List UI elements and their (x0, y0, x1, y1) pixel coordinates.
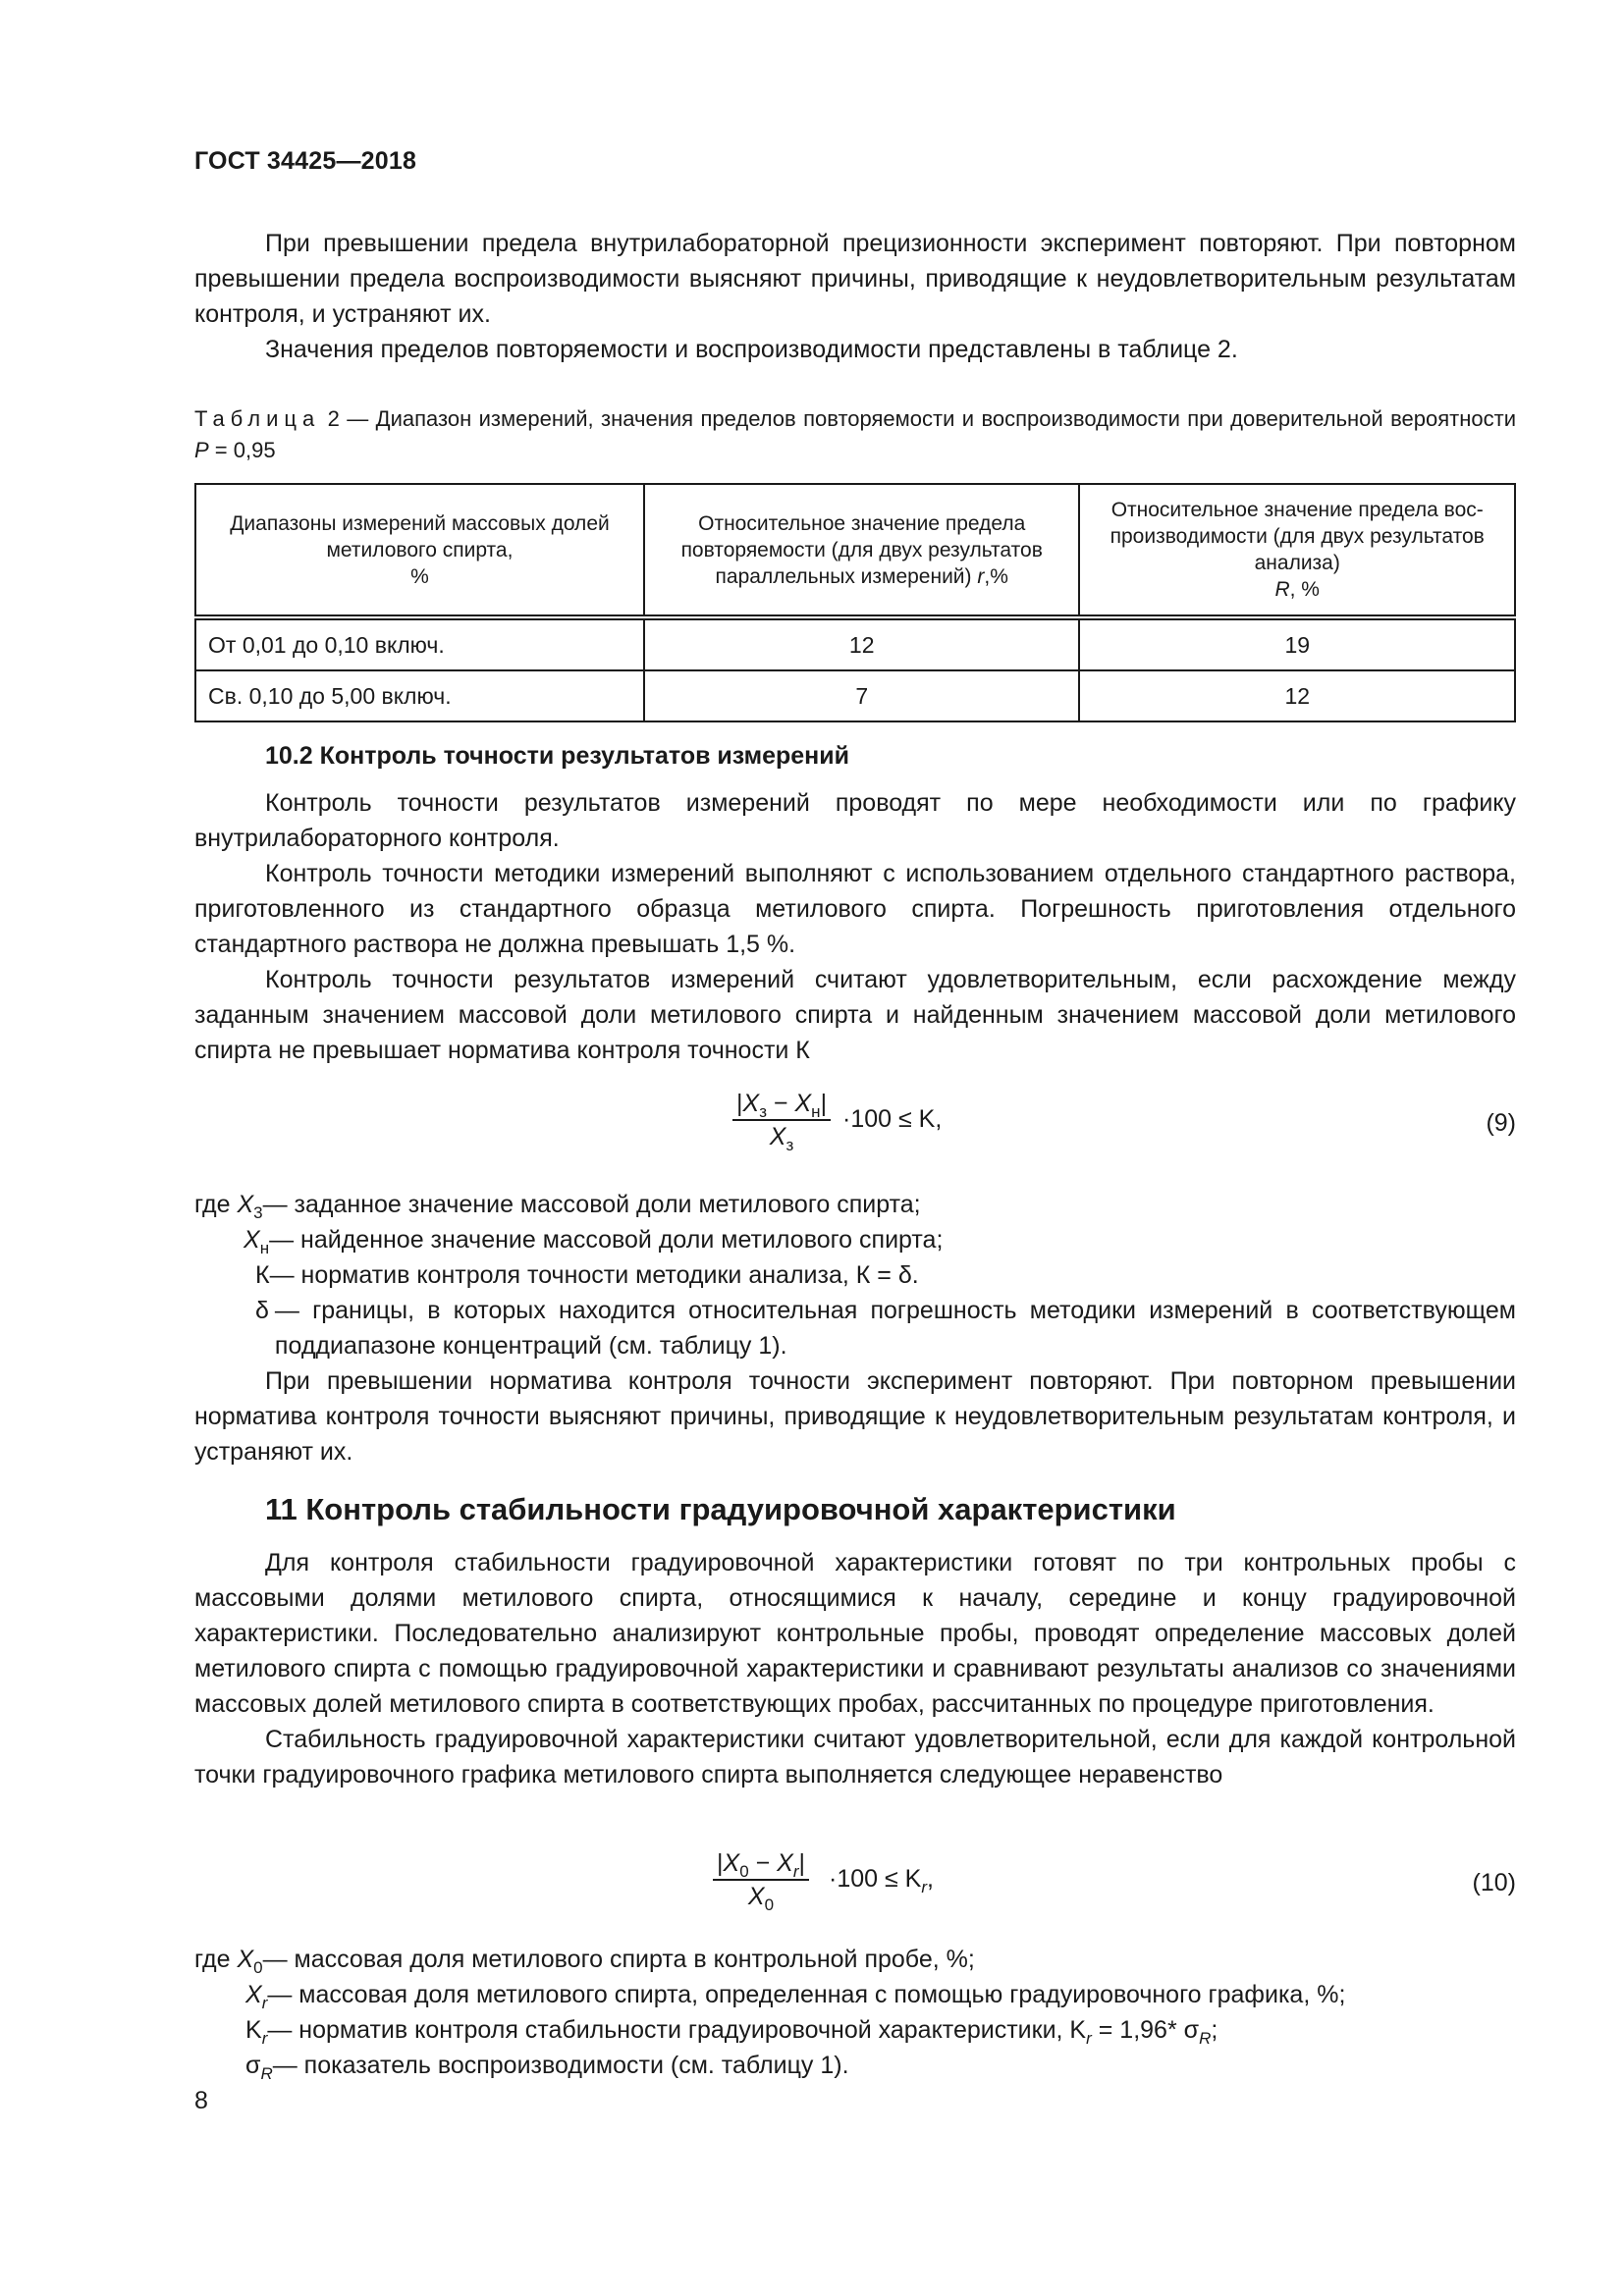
header-symbol: r (977, 564, 985, 588)
header-range (195, 484, 644, 617)
cell-range: Св. 0,10 до 5,00 включ. (195, 670, 644, 721)
table-row (195, 617, 1515, 670)
formula-9-denominator: $X_з$ (769, 1123, 794, 1154)
definition-text: — массовая доля метилового спирта, определенная с помощью градуировочного графика, %; (267, 1981, 1346, 2008)
formula-9-definitions (194, 1187, 1516, 1469)
table-caption (194, 403, 1516, 466)
definition-text: — найденное значение массовой доли метилового спирта; (269, 1226, 944, 1254)
paragraph: Значения пределов повторяемости и воспроизводимости представлены в таблице 2. (265, 336, 1238, 363)
definition-text: — норматив контроля стабильности градуировочной характеристики, $K_r = 1,96*$ $\sigma_R$; (267, 2016, 1218, 2048)
header-line: метилового спирта, (326, 538, 514, 561)
definition-row (194, 2012, 1516, 2048)
header-unit: ,% (984, 564, 1008, 588)
table-2 (194, 483, 1516, 722)
formula-10 (194, 1847, 1516, 1926)
definition-row (194, 1293, 1516, 1363)
header-line: параллельных измерений) (715, 564, 978, 588)
section-10-2-title: 10.2 Контроль точности результатов измерений (265, 742, 850, 770)
definition-row (194, 2048, 1516, 2083)
table-header-row (195, 484, 1515, 617)
definition-symbol: $\sigma_R$ (245, 2052, 273, 2083)
definition-symbol: где $X_0$ (194, 1946, 263, 1977)
definition-text: — заданное значение массовой доли метилового спирта; (262, 1191, 921, 1218)
paragraph: Контроль точности результатов измерений считают удовлетворительным, если расхождение между заданным значением массовой доли метилового спирта и найденным значением массовой доли метилового спирта не превышает норматива контроля точности К (194, 966, 1516, 1064)
definition-row (194, 1257, 1516, 1293)
formula-10-definitions (194, 1942, 1516, 2083)
formula-9-fraction (732, 1088, 831, 1152)
formula-10-denominator: $X_0$ (747, 1883, 775, 1914)
definition-symbol: $K_r$ (245, 2016, 268, 2048)
cell-r: 7 (644, 670, 1080, 721)
formula-10-numerator: $|X_0 - X_r|$ (713, 1847, 809, 1881)
header-line: Относительное значение предела вос- (1110, 499, 1484, 521)
header-unit: , % (1289, 578, 1320, 601)
intro-block (194, 226, 1516, 367)
definition-row (194, 1942, 1516, 1977)
formula-10-fraction (713, 1847, 809, 1912)
definition-text: — показатель воспроизводимости (см. таблицу 1). (272, 2052, 849, 2079)
paragraph: Контроль точности методики измерений выполняют с использованием отдельного стандартного раствора, приготовленного из стандартного образца метилового спирта. Погрешность приготовления отдельного стандартного раствора не должна превышать 1,5 %. (194, 860, 1516, 958)
definition-text: — массовая доля метилового спирта в контрольной пробе, %; (262, 1946, 975, 1973)
header-reproducibility (1079, 484, 1515, 617)
definition-row (194, 1187, 1516, 1222)
definition-symbol: δ (255, 1297, 269, 1324)
table-number: 2 (327, 406, 340, 431)
definition-text: — норматив контроля точности методики анализа, К = δ. (269, 1261, 919, 1289)
cell-R: 19 (1079, 617, 1515, 670)
cell-range: От 0,01 до 0,10 включ. (195, 617, 644, 670)
table-row (195, 670, 1515, 721)
formula-9-number: (9) (1486, 1109, 1516, 1137)
definition-symbol: где $X_3$ (194, 1191, 263, 1222)
header-line: производимости (для двух результатов (1110, 525, 1485, 548)
header-line: анализа) (1254, 552, 1340, 574)
paragraph: Контроль точности результатов измерений проводят по мере необходимости или по графику внутрилабораторного контроля. (194, 789, 1516, 852)
definition-symbol: $X_r$ (245, 1981, 268, 2012)
header-line: Диапазоны измерений массовых долей (230, 511, 610, 535)
header-symbol: R (1274, 578, 1290, 601)
formula-9-numerator: $|X_з - X_н|$ (732, 1088, 831, 1121)
paragraph: При превышении норматива контроля точности эксперимент повторяют. При повторном превышении норматива контроля точности выясняют причины, приводящие к неудовлетворительным результатам контроля, и устраняют их. (194, 1367, 1516, 1466)
paragraph: Для контроля стабильности градуировочной характеристики готовят по три контрольных пробы с массовыми долями метилового спирта, относящимися к началу, середине и концу градуировочной характеристики. Последовательно анализируют контрольные пробы, проводят определение массовых долей метилового спирта с помощью градуировочной характеристики и сравнивают результаты анализов со значениями массовых долей метилового спирта в соответствующих пробах, рассчитанных по процедуре приготовления. (194, 1549, 1516, 1718)
header-repeatability (644, 484, 1080, 617)
header-line: % (410, 564, 429, 588)
definition-symbol: К (255, 1261, 270, 1289)
definition-text: — границы, в которых находится относительная погрешность методики измерений в соответствующем поддиапазоне концентраций (см. таблицу 1). (274, 1297, 1516, 1360)
section-11-body (194, 1545, 1516, 1792)
table-caption-tail: = 0,95 (208, 438, 276, 462)
cell-R: 12 (1079, 670, 1515, 721)
formula-9 (194, 1088, 1516, 1166)
definition-row (194, 1977, 1516, 2012)
formula-10-number: (10) (1472, 1869, 1516, 1896)
table-label: Таблица (194, 406, 321, 431)
section-11-title: 11 Контроль стабильности градуировочной характеристики (265, 1492, 1176, 1526)
probability-symbol: P (194, 438, 209, 462)
page-number: 8 (194, 2087, 208, 2114)
cell-r: 12 (644, 617, 1080, 670)
header-line: Относительное значение предела (698, 511, 1026, 535)
paragraph: При превышении предела внутрилабораторной прецизионности эксперимент повторяют. При повторном превышении предела воспроизводимости выясняют причины, приводящие к неудовлетворительным результатам контроля, и устраняют их. (194, 230, 1516, 328)
formula-9-rest: ·100 ≤ K, (842, 1105, 943, 1133)
section-10-2-body (194, 785, 1516, 1068)
table-caption-text: — Диапазон измерений, значения пределов повторяемости и воспроизводимости при доверительной вероятности (339, 406, 1516, 431)
definition-row (194, 1222, 1516, 1257)
formula-10-rest: $\cdot 100 \le K_r$, (829, 1865, 934, 1896)
definition-symbol: $X_н$ (244, 1226, 270, 1257)
header-line: повторяемости (для двух результатов (680, 538, 1043, 561)
paragraph: Стабильность градуировочной характеристики считают удовлетворительной, если для каждой контрольной точки градуировочного графика метилового спирта выполняется следующее неравенство (194, 1726, 1516, 1789)
document-code: ГОСТ 34425—2018 (194, 147, 417, 175)
